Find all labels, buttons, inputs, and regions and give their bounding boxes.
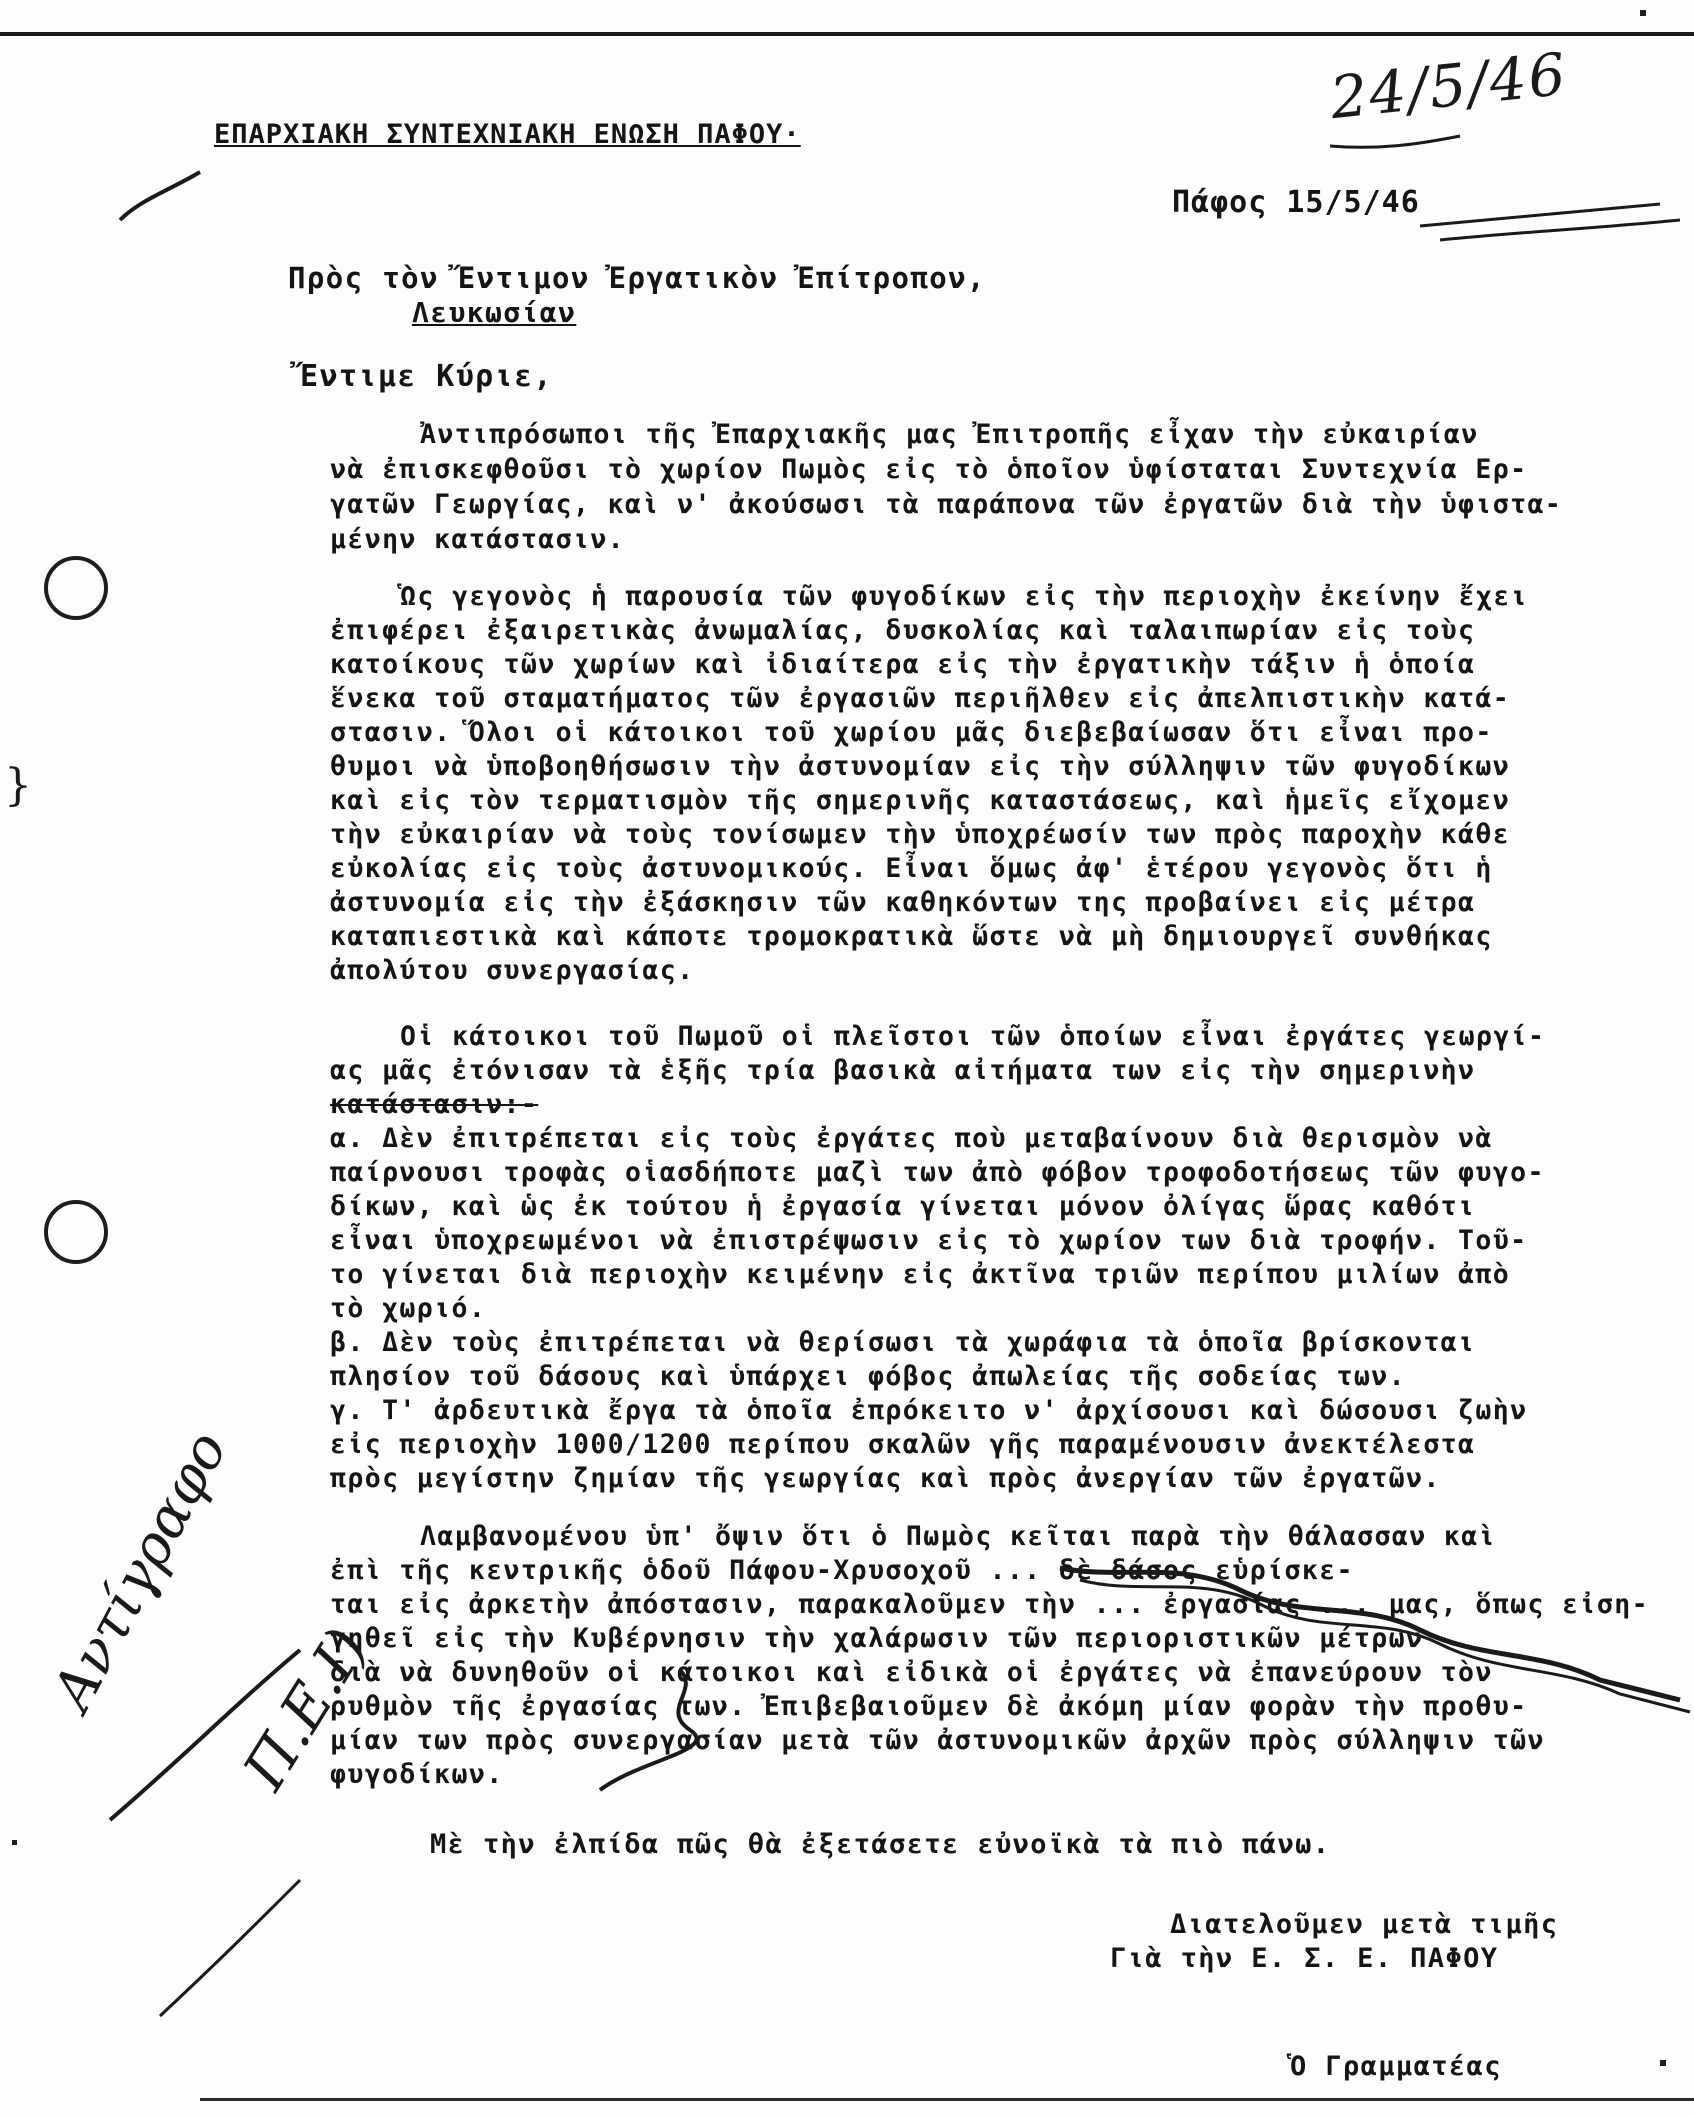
paragraph-3-line: εἶναι ὑποχρεωμένοι νὰ ἐπιστρέψωσιν εἰς τὸ χωρίον των διὰ τροφήν. Τοῦ- — [330, 1225, 1528, 1256]
closing-regards: Διατελοῦμεν μετὰ τιμῆς — [1170, 1909, 1559, 1940]
handwritten-margin-note-ref: Π.Ε.Ι) — [230, 1616, 381, 1802]
paragraph-3-line: πλησίον τοῦ δάσους καὶ ὑπάρχει φόβος ἀπωλείας τῆς σοδείας των. — [330, 1361, 1406, 1392]
paragraph-4-line: ρυθμὸν τῆς ἐργασίας των. Ἐπιβεβαιοῦμεν δὲ ἀκόμη μίαν φορὰν τὴν προθυ- — [330, 1691, 1528, 1722]
paragraph-3-line: δίκων, καὶ ὡς ἐκ τούτου ἡ ἐργασία γίνεται μόνον ὀλίγας ὥρας καθότι — [330, 1191, 1476, 1222]
paragraph-3-line: β. Δὲν τοὺς ἐπιτρέπεται νὰ θερίσωσι τὰ χωράφια τὰ ὁποῖα βρίσκονται — [330, 1327, 1476, 1358]
paragraph-3-line: ας μᾶς ἐτόνισαν τὰ ἑξῆς τρία βασικὰ αἰτήματα των εἰς τὴν σημερινὴν — [330, 1055, 1476, 1086]
margin-bracket-mark: } — [4, 760, 32, 811]
closing-hope: Μὲ τὴν ἐλπίδα πῶς θὰ ἐξετάσετε εὐνοϊκὰ τὰ πιὸ πάνω. — [430, 1829, 1331, 1860]
paragraph-2-line: ἐπιφέρει ἐξαιρετικὰς ἀνωμαλίας, δυσκολίας καὶ ταλαιπωρίαν εἰς τοὺς — [330, 615, 1476, 646]
paragraph-3-line: εἰς περιοχὴν 1000/1200 περίπου σκαλῶν γῆς παραμένουσιν ἀνεκτέλεστα — [330, 1429, 1476, 1460]
paragraph-2-line: εὐκολίας εἰς τοὺς ἀστυνομικούς. Εἶναι ὅμως ἀφ' ἑτέρου γεγονὸς ὅτι ἡ — [330, 853, 1493, 884]
letter-date: Πάφος 15/5/46 — [1172, 185, 1420, 220]
paragraph-2-line: ἕνεκα τοῦ σταματήματος τῶν ἐργασιῶν περιῆλθεν εἰς ἀπελπιστικὴν κατά- — [330, 683, 1511, 714]
paragraph-3-line: κατάστασιν:- — [330, 1089, 539, 1120]
scan-speck — [1660, 2060, 1666, 2066]
paragraph-4-line: φυγοδίκων. — [330, 1759, 504, 1790]
paragraph-2-line: θυμοι νὰ ὑποβοηθήσωσιν τὴν ἀστυνομίαν εἰς τὴν σύλληψιν τῶν φυγοδίκων — [330, 751, 1511, 782]
paragraph-3-line: παίρνουσι τροφὰς οἱασδήποτε μαζὶ των ἀπὸ φόβον τροφοδοτήσεως τῶν φυγο- — [330, 1157, 1545, 1188]
paragraph-3-line: α. Δὲν ἐπιτρέπεται εἰς τοὺς ἐργάτες ποὺ μεταβαίνουν διὰ θερισμὸν νὰ — [330, 1123, 1493, 1154]
paragraph-4-line: ται εἰς ἀρκετὴν ἀπόστασιν, παρακαλοῦμεν τὴν ... ἐργασίας ... μας, ὅπως εἰση- — [330, 1589, 1649, 1620]
paragraph-3-line: πρὸς μεγίστην ζημίαν τῆς γεωργίας καὶ πρὸς ἀνεργίαν τῶν ἐργατῶν. — [330, 1463, 1441, 1494]
paragraph-4-line: γηθεῖ εἰς τὴν Κυβέρνησιν τὴν χαλάρωσιν τῶν περιοριστικῶν μέτρων — [330, 1623, 1424, 1654]
paragraph-1-line: Ἀντιπρόσωποι τῆς Ἐπαρχιακῆς μας Ἐπιτροπῆς εἶχαν τὴν εὐκαιρίαν — [420, 419, 1479, 450]
paragraph-4-line: διὰ νὰ δυνηθοῦν οἱ κάτοικοι καὶ εἰδικὰ οἱ ἐργάτες νὰ ἐπανεύρουν τὸν — [330, 1657, 1493, 1688]
paragraph-2-line: καταπιεστικὰ καὶ κάποτε τρομοκρατικὰ ὥστε νὰ μὴ δημιουργεῖ συνθήκας — [330, 921, 1493, 952]
paragraph-2-line: Ὡς γεγονὸς ἡ παρουσία τῶν φυγοδίκων εἰς τὴν περιοχὴν ἐκείνην ἔχει — [400, 581, 1529, 612]
recipient-city: Λευκωσίαν — [412, 296, 577, 329]
organization-heading: ΕΠΑΡΧΙΑΚΗ ΣΥΝΤΕΧΝΙΑΚΗ ΕΝΩΣΗ ΠΑΦΟΥ· — [214, 119, 801, 150]
paragraph-2-line: στασιν. Ὅλοι οἱ κάτοικοι τοῦ χωρίου μᾶς διεβεβαίωσαν ὅτι εἶναι προ- — [330, 717, 1493, 748]
paragraph-4-line: ἐπὶ τῆς κεντρικῆς ὁδοῦ Πάφου-Χρυσοχοῦ ... δὲ δάσος εὑρίσκε- — [330, 1555, 1354, 1586]
paragraph-3-line: το γίνεται διὰ περιοχὴν κειμένην εἰς ἀκτῖνα τριῶν περίπου μιλίων ἀπὸ — [330, 1259, 1511, 1290]
paragraph-3-line: γ. Τ' ἀρδευτικὰ ἔργα τὰ ὁποῖα ἐπρόκειτο ν' ἀρχίσουσι καὶ δώσουσι ζωὴν — [330, 1395, 1528, 1426]
handwritten-date: 24/5/46 — [1327, 39, 1571, 133]
closing-signature-org: Γιὰ τὴν Ε. Σ. Ε. ΠΑΦΟΥ — [1110, 1943, 1499, 1974]
handwritten-margin-note: Αντίγραφο — [40, 1421, 241, 1721]
paragraph-3-line: Οἱ κάτοικοι τοῦ Πωμοῦ οἱ πλεῖστοι τῶν ὁποίων εἶναι ἐργάτες γεωργί- — [400, 1021, 1546, 1052]
paragraph-2-line: κατοίκους τῶν χωρίων καὶ ἰδιαίτερα εἰς τὴν ἐργατικὴν τάξιν ἡ ὁποία — [330, 649, 1476, 680]
recipient-line: Πρὸς τὸν Ἔντιμον Ἐργατικὸν Ἐπίτροπον, — [288, 261, 986, 295]
paragraph-2-line: καὶ εἰς τὸν τερματισμὸν τῆς σημερινῆς καταστάσεως, καὶ ἡμεῖς εἴχομεν — [330, 785, 1511, 816]
scan-speck — [12, 1840, 17, 1845]
paragraph-4-line: Λαμβανομένου ὑπ' ὄψιν ὅτι ὁ Πωμὸς κεῖται παρὰ τὴν θάλασσαν καὶ — [420, 1521, 1496, 1552]
paragraph-1-line: νὰ ἐπισκεφθοῦσι τὸ χωρίον Πωμὸς εἰς τὸ ὁποῖον ὑφίσταται Συντεχνία Ερ- — [330, 454, 1528, 485]
paragraph-1-line: μένην κατάστασιν. — [330, 524, 626, 555]
signatory-title: Ὁ Γραμματέας — [1290, 2051, 1502, 2082]
scan-speck — [1640, 10, 1646, 16]
paragraph-2-line: ἀπολύτου συνεργασίας. — [330, 955, 695, 986]
paragraph-4-line: μίαν των πρὸς συνεργασίαν μετὰ τῶν ἀστυνομικῶν ἀρχῶν πρὸς σύλληψιν τῶν — [330, 1725, 1545, 1756]
paragraph-1-line: γατῶν Γεωργίας, καὶ ν' ἀκούσωσι τὰ παράπονα τῶν ἐργατῶν διὰ τὴν ὑφιστα- — [330, 489, 1563, 520]
paragraph-2-line: ἀστυνομία εἰς τὴν ἐξάσκησιν τῶν καθηκόντων της προβαίνει εἰς μέτρα — [330, 887, 1476, 918]
salutation: Ἔντιμε Κύριε, — [300, 359, 553, 394]
paragraph-2-line: τὴν εὐκαιρίαν νὰ τοὺς τονίσωμεν τὴν ὑποχρέωσίν των πρὸς παροχὴν κάθε — [330, 819, 1511, 850]
paragraph-3-line: τὸ χωριό. — [330, 1293, 487, 1324]
